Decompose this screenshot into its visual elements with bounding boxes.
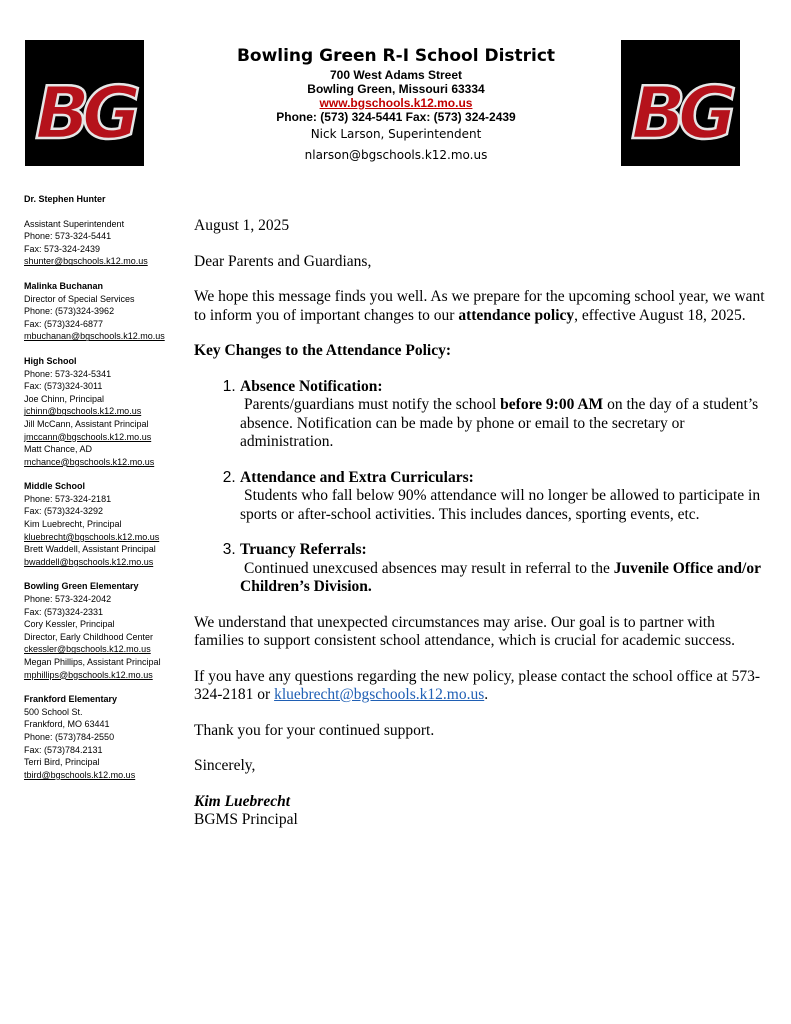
staff-email-link[interactable]: jmccann@bgschools.k12.mo.us — [24, 431, 152, 442]
directory-line: Fax: 573-324-2439 — [24, 243, 101, 254]
staff-directory-sidebar — [24, 193, 189, 793]
directory-line: Megan Phillips, Assistant Principal — [24, 657, 161, 667]
directory-line: Phone: 573-324-5341 — [24, 368, 112, 379]
directory-line: Phone: (573)324-3962 — [24, 306, 115, 317]
salutation: Dear Parents and Guardians, — [194, 252, 372, 270]
directory-line: Frankford, MO 63441 — [24, 719, 110, 730]
staff-email-link[interactable]: bwaddell@bgschools.k12.mo.us — [24, 556, 154, 567]
staff-email-link[interactable]: kluebrecht@bgschools.k12.mo.us — [24, 531, 160, 542]
thanks-line: Thank you for your continued support. — [194, 721, 435, 739]
bg-logo-icon — [25, 40, 144, 166]
directory-block — [24, 193, 189, 206]
superintendent-name: Nick Larson, Superintendent — [310, 127, 482, 141]
list-item: 3. Truancy Referrals: Continued unexcused absences may result in referral to the Juvenile Office and/or Children’s Division. — [240, 541, 766, 597]
section-heading: Key Changes to the Attendance Policy: — [194, 342, 452, 359]
directory-heading: Bowling Green Elementary — [24, 581, 139, 592]
item-title: Attendance and Extra Curriculars: — [240, 468, 474, 486]
directory-line: Kim Luebrecht, Principal — [24, 519, 122, 530]
contact-email-link[interactable]: kluebrecht@bgschools.k12.mo.us — [274, 686, 485, 703]
directory-line: Matt Chance, AD — [24, 444, 93, 455]
directory-line: 500 School St. — [24, 706, 83, 717]
directory-line: Fax: (573)324-3011 — [24, 381, 103, 392]
directory-line: Phone: (573)784-2550 — [24, 731, 115, 742]
staff-email-link[interactable]: tbird@bgschools.k12.mo.us — [24, 769, 136, 780]
directory-heading: Middle School — [24, 481, 86, 492]
letter-date: August 1, 2025 — [194, 217, 290, 234]
directory-line: Assistant Superintendent — [24, 218, 125, 229]
directory-block — [24, 580, 189, 681]
directory-line: Cory Kessler, Principal — [24, 619, 115, 630]
staff-email-link[interactable]: mbuchanan@bgschools.k12.mo.us — [24, 331, 165, 342]
directory-heading: High School — [24, 355, 77, 366]
directory-line: Fax: (573)324-2331 — [24, 606, 104, 617]
directory-line: Fax: (573)324-3292 — [24, 506, 104, 517]
superintendent-email: nlarson@bgschools.k12.mo.us — [304, 148, 488, 162]
directory-line: Brett Waddell, Assistant Principal — [24, 544, 156, 555]
logo-text: BG — [35, 71, 133, 155]
closing: Sincerely, — [194, 757, 256, 774]
directory-block — [24, 693, 189, 781]
list-item: 2. Attendance and Extra Curriculars: Students who fall below 90% attendance will no longer be allowed to participate in sports or after-school activities. This includes dances, sporting events, etc. — [240, 469, 766, 525]
directory-block — [24, 280, 189, 343]
bg-logo-icon — [621, 40, 740, 166]
staff-email-link[interactable]: mphillips@bgschools.k12.mo.us — [24, 669, 153, 680]
letter-body — [194, 217, 766, 830]
directory-line: Fax: (573)784.2131 — [24, 744, 103, 755]
district-logo-right — [621, 40, 740, 166]
directory-line: Phone: 573-324-5441 — [24, 231, 112, 242]
item-title: Truancy Referrals: — [240, 541, 367, 558]
directory-line: Director, Early Childhood Center — [24, 631, 154, 642]
district-name: Bowling Green R-I School District — [236, 46, 556, 66]
directory-block — [24, 480, 189, 568]
staff-email-link[interactable]: mchance@bgschools.k12.mo.us — [24, 456, 155, 467]
questions-paragraph: If you have any questions regarding the new policy, please contact the school office at 573-324-2181 or kluebrecht@bgschools.k12.mo.us. — [194, 667, 760, 703]
directory-line: Phone: 573-324-2181 — [24, 493, 112, 504]
directory-line: Terri Bird, Principal — [24, 757, 100, 768]
understand-paragraph: We understand that unexpected circumstances may arise. Our goal is to partner with families to support consistent school attendance, which is crucial for academic success. — [194, 613, 736, 649]
district-logo-left — [25, 40, 144, 166]
signer-name: Kim Luebrecht — [194, 792, 291, 810]
directory-line: Fax: (573)324-6877 — [24, 318, 104, 329]
staff-email-link[interactable]: shunter@bgschools.k12.mo.us — [24, 256, 148, 267]
directory-heading: Dr. Stephen Hunter — [24, 194, 106, 204]
directory-block — [24, 355, 189, 468]
district-phone-fax: Phone: (573) 324-5441 Fax: (573) 324-2439 — [276, 110, 516, 124]
list-item: 1. Absence Notification: Parents/guardians must notify the school before 9:00 AM on the day of a student’s absence. Notification can be made by phone or email to the secretary or administration. — [240, 378, 766, 452]
directory-heading: Frankford Elementary — [24, 694, 118, 705]
item-title: Absence Notification: — [240, 377, 383, 395]
letterhead — [180, 44, 612, 166]
staff-email-link[interactable]: jchinn@bgschools.k12.mo.us — [24, 406, 142, 417]
website-link[interactable]: www.bgschools.k12.mo.us — [319, 96, 473, 110]
directory-line: Phone: 573-324-2042 — [24, 594, 112, 605]
intro-paragraph: We hope this message finds you well. As we prepare for the upcoming school year, we want to inform you of important changes to our attendance policy, effective August 18, 2025. — [194, 288, 765, 324]
city-address: Bowling Green, Missouri 63334 — [307, 82, 485, 96]
directory-line: Jill McCann, Assistant Principal — [24, 418, 149, 429]
signer-title: BGMS Principal — [194, 811, 298, 828]
directory-heading: Malinka Buchanan — [24, 280, 104, 291]
directory-line: Joe Chinn, Principal — [24, 393, 105, 404]
directory-line: Director of Special Services — [24, 293, 135, 304]
staff-email-link[interactable]: ckessler@bgschools.k12.mo.us — [24, 644, 151, 655]
logo-text: BG — [631, 71, 729, 155]
street-address: 700 West Adams Street — [329, 68, 463, 82]
directory-block — [24, 218, 189, 268]
policy-changes-list — [194, 378, 766, 597]
